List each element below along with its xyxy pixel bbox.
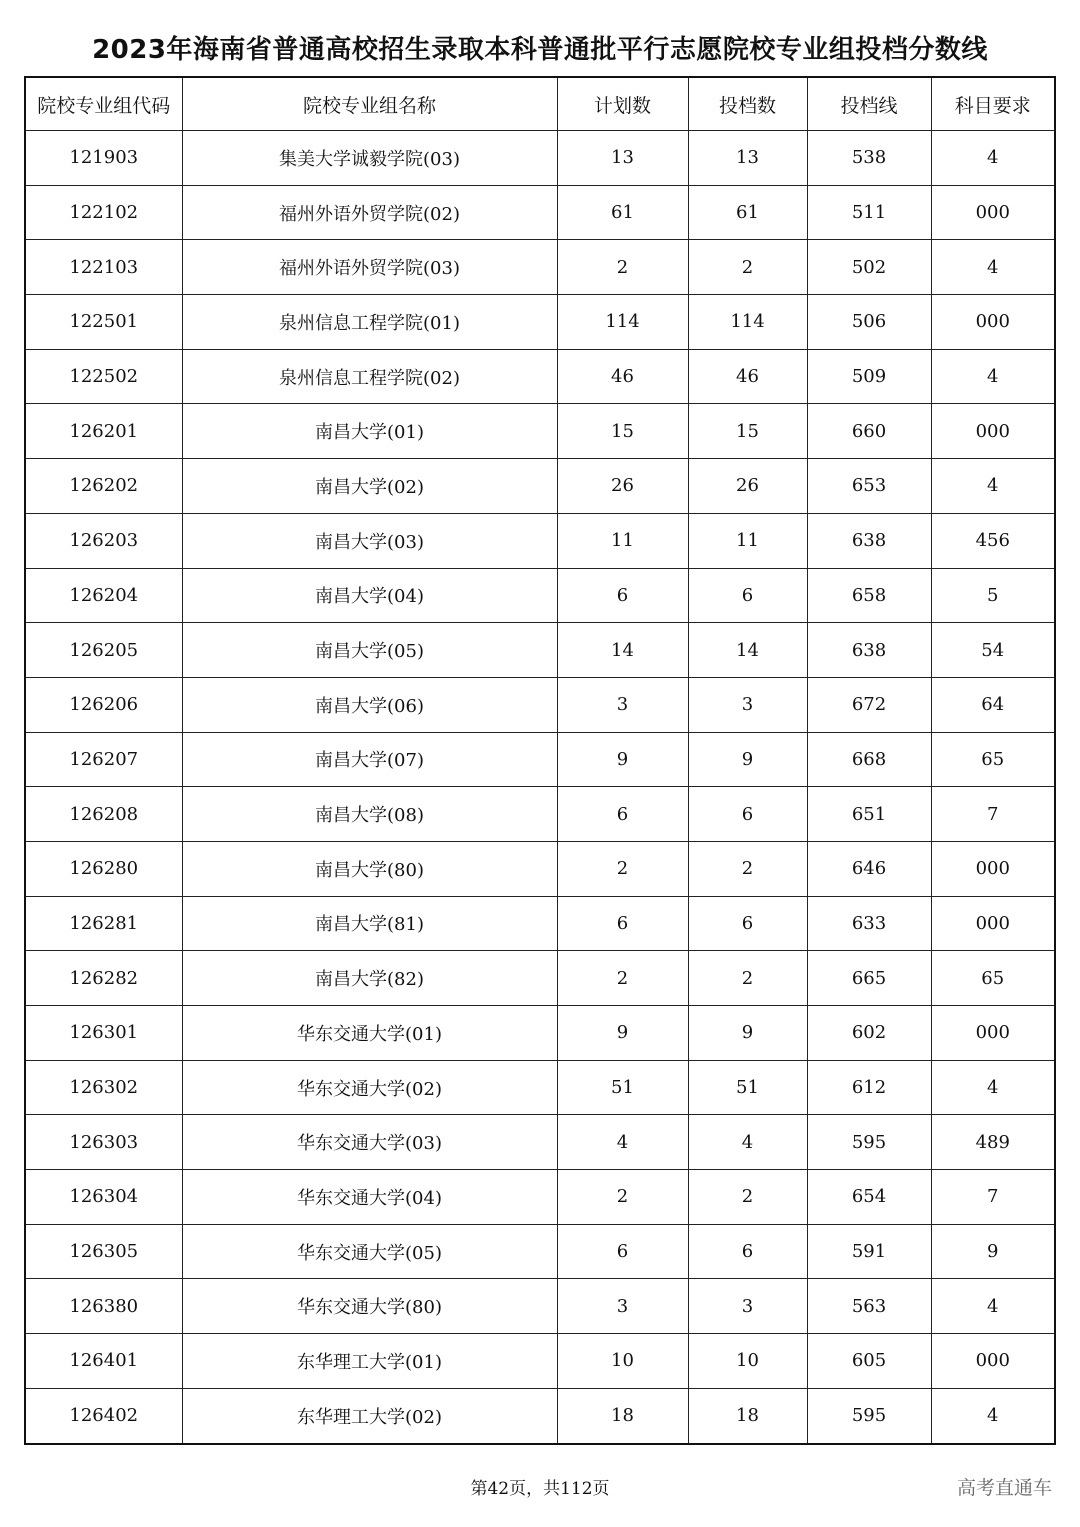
table-row <box>25 787 1055 842</box>
cell-code: 126201 <box>25 404 182 459</box>
cell-subject: 000 <box>931 295 1055 350</box>
header-filed: 投档数 <box>688 77 807 131</box>
cell-name: 东华理工大学(02) <box>182 1388 557 1443</box>
cell-plan: 26 <box>557 459 688 514</box>
cell-subject: 7 <box>931 1170 1055 1225</box>
cell-subject: 489 <box>931 1115 1055 1170</box>
cell-subject: 456 <box>931 513 1055 568</box>
cell-filed: 2 <box>688 841 807 896</box>
cell-filed: 114 <box>688 295 807 350</box>
cell-code: 126280 <box>25 841 182 896</box>
cell-score: 651 <box>807 787 931 842</box>
cell-name: 南昌大学(80) <box>182 841 557 896</box>
cell-subject: 4 <box>931 1388 1055 1443</box>
table-row <box>25 1224 1055 1279</box>
cell-subject: 4 <box>931 131 1055 186</box>
cell-plan: 2 <box>557 841 688 896</box>
cell-filed: 3 <box>688 677 807 732</box>
cell-filed: 2 <box>688 240 807 295</box>
cell-name: 华东交通大学(02) <box>182 1060 557 1115</box>
cell-filed: 6 <box>688 896 807 951</box>
cell-code: 126303 <box>25 1115 182 1170</box>
cell-plan: 13 <box>557 131 688 186</box>
page-title: 2023年海南省普通高校招生录取本科普通批平行志愿院校专业组投档分数线 <box>92 35 988 65</box>
cell-plan: 6 <box>557 568 688 623</box>
cell-subject: 4 <box>931 1279 1055 1334</box>
cell-score: 658 <box>807 568 931 623</box>
table-row <box>25 841 1055 896</box>
cell-score: 605 <box>807 1334 931 1389</box>
cell-name: 南昌大学(06) <box>182 677 557 732</box>
cell-score: 591 <box>807 1224 931 1279</box>
cell-name: 泉州信息工程学院(01) <box>182 295 557 350</box>
table-row <box>25 459 1055 514</box>
cell-score: 563 <box>807 1279 931 1334</box>
cell-name: 南昌大学(81) <box>182 896 557 951</box>
cell-name: 华东交通大学(01) <box>182 1006 557 1061</box>
table-row <box>25 513 1055 568</box>
table-body <box>25 131 1055 1444</box>
table-row <box>25 1279 1055 1334</box>
cell-code: 122103 <box>25 240 182 295</box>
cell-subject: 5 <box>931 568 1055 623</box>
cell-score: 502 <box>807 240 931 295</box>
table-row <box>25 1060 1055 1115</box>
cell-subject: 4 <box>931 1060 1055 1115</box>
table-row <box>25 185 1055 240</box>
cell-code: 126202 <box>25 459 182 514</box>
cell-name: 集美大学诚毅学院(03) <box>182 131 557 186</box>
cell-plan: 2 <box>557 1170 688 1225</box>
header-plan: 计划数 <box>557 77 688 131</box>
cell-plan: 114 <box>557 295 688 350</box>
cell-score: 612 <box>807 1060 931 1115</box>
cell-plan: 6 <box>557 896 688 951</box>
cell-subject: 000 <box>931 1334 1055 1389</box>
cell-score: 665 <box>807 951 931 1006</box>
cell-score: 653 <box>807 459 931 514</box>
cell-name: 福州外语外贸学院(03) <box>182 240 557 295</box>
watermark: 高考直通车 <box>956 1477 1052 1499</box>
cell-name: 泉州信息工程学院(02) <box>182 349 557 404</box>
table-row <box>25 295 1055 350</box>
cell-plan: 3 <box>557 677 688 732</box>
cell-name: 南昌大学(82) <box>182 951 557 1006</box>
cell-filed: 3 <box>688 1279 807 1334</box>
cell-plan: 18 <box>557 1388 688 1443</box>
header-name: 院校专业组名称 <box>182 77 557 131</box>
table-row <box>25 1115 1055 1170</box>
cell-name: 南昌大学(05) <box>182 623 557 678</box>
table-row <box>25 623 1055 678</box>
cell-name: 南昌大学(04) <box>182 568 557 623</box>
cell-name: 南昌大学(02) <box>182 459 557 514</box>
page-number: 第42页，共112页 <box>470 1479 610 1499</box>
cell-code: 126401 <box>25 1334 182 1389</box>
cell-name: 南昌大学(03) <box>182 513 557 568</box>
cell-plan: 9 <box>557 732 688 787</box>
table-row <box>25 1388 1055 1443</box>
cell-code: 126282 <box>25 951 182 1006</box>
cell-plan: 14 <box>557 623 688 678</box>
cell-filed: 11 <box>688 513 807 568</box>
cell-code: 126281 <box>25 896 182 951</box>
table-row <box>25 1334 1055 1389</box>
cell-filed: 51 <box>688 1060 807 1115</box>
table-row <box>25 732 1055 787</box>
cell-filed: 13 <box>688 131 807 186</box>
cell-name: 华东交通大学(05) <box>182 1224 557 1279</box>
table-row <box>25 240 1055 295</box>
header-subject: 科目要求 <box>931 77 1055 131</box>
cell-filed: 46 <box>688 349 807 404</box>
cell-name: 南昌大学(08) <box>182 787 557 842</box>
cell-plan: 3 <box>557 1279 688 1334</box>
cell-filed: 9 <box>688 1006 807 1061</box>
cell-code: 126203 <box>25 513 182 568</box>
cell-subject: 65 <box>931 732 1055 787</box>
cell-plan: 11 <box>557 513 688 568</box>
cell-code: 126301 <box>25 1006 182 1061</box>
table-row <box>25 349 1055 404</box>
cell-code: 122501 <box>25 295 182 350</box>
cell-score: 595 <box>807 1388 931 1443</box>
cell-plan: 46 <box>557 349 688 404</box>
admission-score-table <box>24 76 1056 1445</box>
cell-name: 东华理工大学(01) <box>182 1334 557 1389</box>
cell-score: 638 <box>807 513 931 568</box>
cell-name: 华东交通大学(03) <box>182 1115 557 1170</box>
cell-filed: 2 <box>688 1170 807 1225</box>
cell-code: 126402 <box>25 1388 182 1443</box>
cell-name: 华东交通大学(04) <box>182 1170 557 1225</box>
table-row <box>25 131 1055 186</box>
cell-subject: 54 <box>931 623 1055 678</box>
cell-plan: 15 <box>557 404 688 459</box>
cell-code: 126304 <box>25 1170 182 1225</box>
cell-score: 538 <box>807 131 931 186</box>
cell-score: 595 <box>807 1115 931 1170</box>
cell-code: 126205 <box>25 623 182 678</box>
cell-score: 506 <box>807 295 931 350</box>
cell-filed: 26 <box>688 459 807 514</box>
cell-name: 华东交通大学(80) <box>182 1279 557 1334</box>
cell-score: 638 <box>807 623 931 678</box>
cell-subject: 9 <box>931 1224 1055 1279</box>
cell-code: 126380 <box>25 1279 182 1334</box>
table-row <box>25 404 1055 459</box>
cell-plan: 51 <box>557 1060 688 1115</box>
cell-filed: 6 <box>688 568 807 623</box>
cell-name: 南昌大学(07) <box>182 732 557 787</box>
cell-plan: 61 <box>557 185 688 240</box>
cell-filed: 10 <box>688 1334 807 1389</box>
cell-plan: 6 <box>557 787 688 842</box>
table-row <box>25 1006 1055 1061</box>
cell-score: 602 <box>807 1006 931 1061</box>
cell-filed: 18 <box>688 1388 807 1443</box>
table-row <box>25 568 1055 623</box>
cell-plan: 9 <box>557 1006 688 1061</box>
cell-subject: 4 <box>931 349 1055 404</box>
cell-score: 654 <box>807 1170 931 1225</box>
cell-filed: 14 <box>688 623 807 678</box>
cell-filed: 9 <box>688 732 807 787</box>
cell-code: 126302 <box>25 1060 182 1115</box>
cell-filed: 4 <box>688 1115 807 1170</box>
table-row <box>25 896 1055 951</box>
cell-code: 122502 <box>25 349 182 404</box>
cell-score: 672 <box>807 677 931 732</box>
cell-filed: 61 <box>688 185 807 240</box>
cell-subject: 65 <box>931 951 1055 1006</box>
cell-plan: 6 <box>557 1224 688 1279</box>
cell-filed: 6 <box>688 787 807 842</box>
cell-plan: 2 <box>557 951 688 1006</box>
cell-plan: 2 <box>557 240 688 295</box>
cell-score: 633 <box>807 896 931 951</box>
cell-code: 126207 <box>25 732 182 787</box>
table-row <box>25 1170 1055 1225</box>
cell-subject: 000 <box>931 1006 1055 1061</box>
cell-name: 南昌大学(01) <box>182 404 557 459</box>
cell-subject: 000 <box>931 896 1055 951</box>
cell-plan: 4 <box>557 1115 688 1170</box>
cell-subject: 4 <box>931 240 1055 295</box>
cell-code: 122102 <box>25 185 182 240</box>
cell-score: 646 <box>807 841 931 896</box>
cell-filed: 6 <box>688 1224 807 1279</box>
table-header-row <box>25 77 1055 131</box>
cell-code: 126204 <box>25 568 182 623</box>
cell-score: 509 <box>807 349 931 404</box>
cell-filed: 15 <box>688 404 807 459</box>
cell-subject: 7 <box>931 787 1055 842</box>
cell-score: 660 <box>807 404 931 459</box>
cell-subject: 000 <box>931 404 1055 459</box>
header-score: 投档线 <box>807 77 931 131</box>
cell-filed: 2 <box>688 951 807 1006</box>
cell-code: 126305 <box>25 1224 182 1279</box>
cell-subject: 000 <box>931 185 1055 240</box>
cell-name: 福州外语外贸学院(02) <box>182 185 557 240</box>
table-row <box>25 951 1055 1006</box>
cell-plan: 10 <box>557 1334 688 1389</box>
cell-score: 668 <box>807 732 931 787</box>
cell-subject: 000 <box>931 841 1055 896</box>
cell-code: 126208 <box>25 787 182 842</box>
cell-code: 121903 <box>25 131 182 186</box>
cell-subject: 64 <box>931 677 1055 732</box>
cell-code: 126206 <box>25 677 182 732</box>
cell-score: 511 <box>807 185 931 240</box>
cell-subject: 4 <box>931 459 1055 514</box>
header-code: 院校专业组代码 <box>25 77 182 131</box>
table-row <box>25 677 1055 732</box>
